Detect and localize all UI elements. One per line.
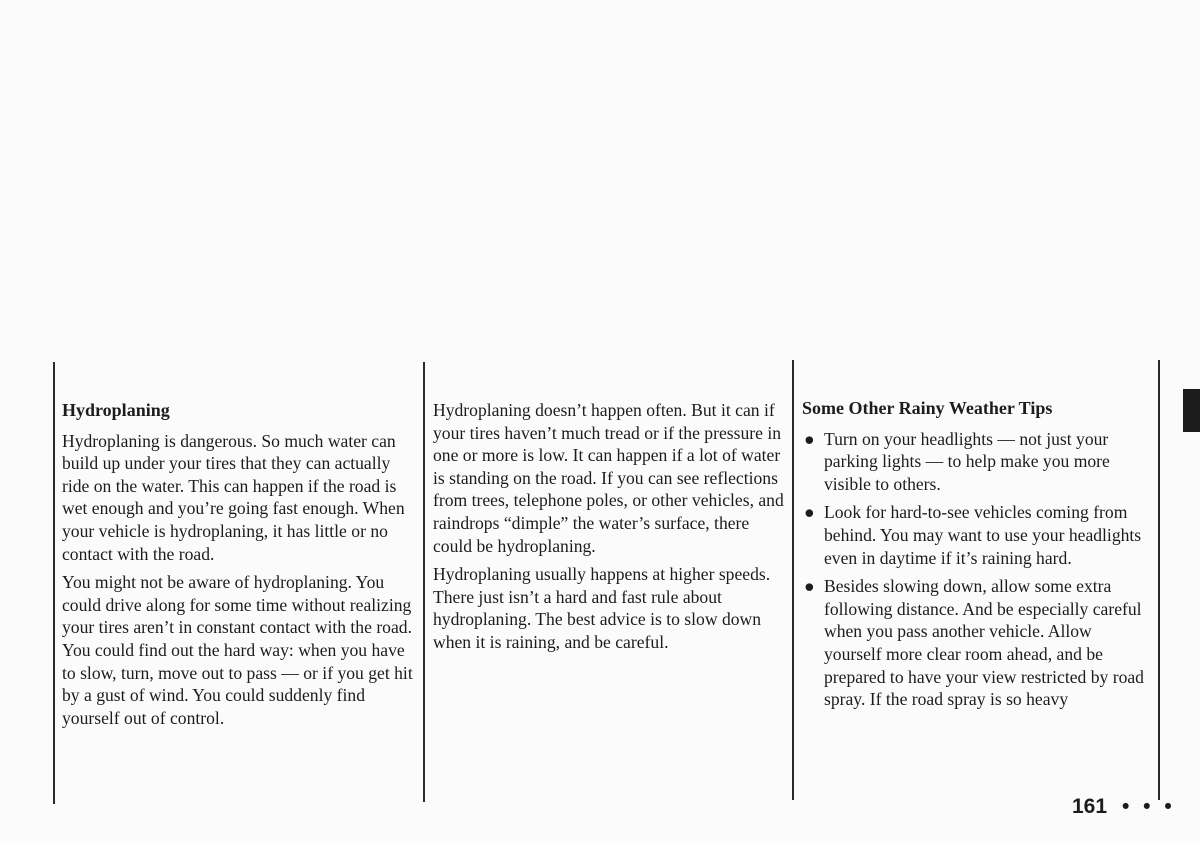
list-item — [802, 428, 1148, 496]
list-item-text: Look for hard-to-see vehicles coming from behind. You may want to use your headlights even in daytime if it’s raining hard. — [824, 502, 1142, 568]
column-rule-left — [53, 362, 55, 804]
section-tab-marker — [1183, 389, 1200, 432]
page-number: 161 — [1072, 795, 1108, 818]
section-heading-rainy-tips: Some Other Rainy Weather Tips — [802, 398, 1053, 418]
list-item — [802, 575, 1148, 711]
column-rule-middle-left — [423, 362, 425, 802]
section-heading-hydroplaning: Hydroplaning — [62, 400, 170, 420]
column-2 — [433, 399, 785, 660]
bullet-icon: ● — [804, 502, 815, 523]
list-item-text: Besides slowing down, allow some extra following distance. And be especially careful when you pass another vehicle. Allow yourself more clear room ahead, and be prepared to have your view restricted by road spray. If the road spray is so heavy — [824, 576, 1144, 710]
column-1 — [62, 399, 414, 735]
list-item — [802, 501, 1148, 569]
paragraph: Hydroplaning is dangerous. So much water can build up under your tires that they can actually ride on the water. This can happen if the road is wet enough and you’re going fast enough. When your vehicle is hydroplaning, it has little or no contact with the road. — [62, 430, 405, 564]
bullet-icon: ● — [804, 428, 815, 449]
paragraph: Hydroplaning doesn’t happen often. But it can if your tires haven’t much tread or if the pressure in one or more is low. It can happen if a lot of water is standing on the road. If you can see reflections from trees, telephone poles, or other vehicles, and raindrops “dimple” the water’s surface, there could be hydroplaning. — [433, 400, 784, 556]
column-rule-right — [1158, 360, 1160, 800]
continuation-dots: • • • — [1122, 795, 1176, 818]
bullet-icon: ● — [804, 576, 815, 597]
paragraph: You might not be aware of hydroplaning. You could drive along for some time without realizing your tires aren’t in constant contact with the road. You could find out the hard way: when you have to slow, turn, move out to pass — or if you get hit by a gust of wind. You could suddenly find yourself out of control. — [62, 572, 413, 728]
list-item-text: Turn on your headlights — not just your parking lights — to help make you more visible to others. — [824, 428, 1110, 494]
paragraph: Hydroplaning usually happens at higher speeds. There just isn’t a hard and fast rule about hydroplaning. The best advice is to slow down when it is raining, and be careful. — [433, 564, 771, 652]
tips-list — [802, 428, 1148, 711]
column-3 — [802, 397, 1148, 717]
column-rule-middle-right — [792, 360, 794, 800]
